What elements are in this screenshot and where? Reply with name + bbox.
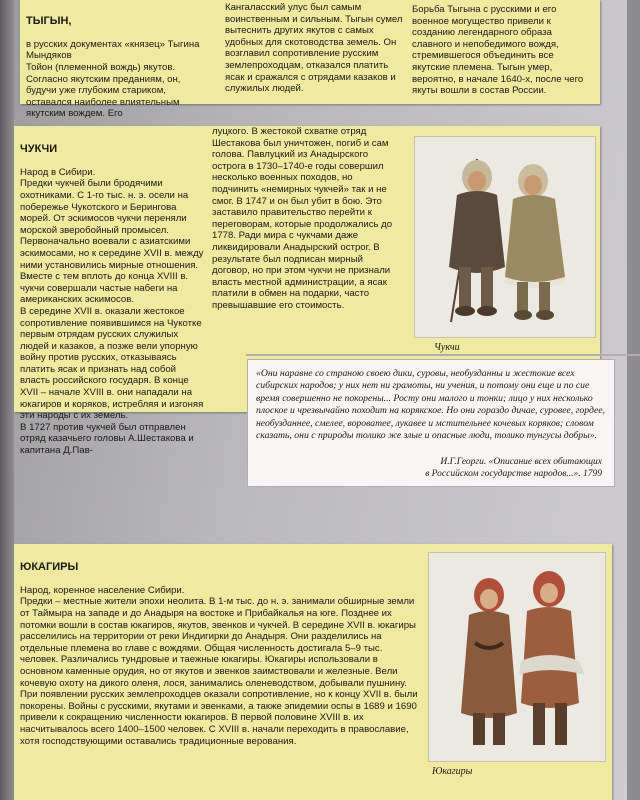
yukagiry-panel <box>14 544 612 800</box>
tygyn-title: ТЫГЫН, <box>26 14 72 27</box>
yukagiry-title: ЮКАГИРЫ <box>20 560 79 573</box>
yukagiry-caption: Юкагиры <box>432 766 473 777</box>
chukchi-caption: Чукчи <box>434 342 460 353</box>
tygyn-col2: Кангаласский улус был самым воинственным и сильным. Тыгын сумел вытеснить других якутов с самых удобных для скотоводства земель. Он возглавил сопротивление русским землепроходцам, отказался платить ясак и сражался с отрядами казаков и служилых людей. <box>225 2 403 95</box>
book-gutter <box>0 0 14 800</box>
yukagiry-text: Народ, коренное население Сибири. Предки – местные жители эпохи неолита. В 1-м тыс. до н. э. занимали обширные земли от Таймыра на западе и до Анадыря на востоке и Прибайкалья на юге. Позднее их потомки вошли в состав юкагиров, якутов, эвенков и чукчей. В середине XVII в. юкагиры расселились на территории от реки Индигирки до Анадыря. Они разделились на отдельные племена во главе с вождями. Общая численность достигала 5–9 тыс. человек. Различались тундровые и таежные юкагиры. Юкагиры использовали в основном каменные орудия, но от якутов и эвенков заимствовали и железные. Вели кочевую охоту на дикого оленя, лося, занимались оленеводством, добывали пушнину. При появлении русских землепроходцев оказали сопротивление, но к концу XVII в. были покорены. Войны с русскими, якутами и эвенками, а также эпидемии оспы в 1689 и 1690 привели к сокращению численности юкагиров. В первой половине XVIII в. их насчитывалось всего 1400–1500 человек. С XVIII в. начали переходить в православие, хотя господствующими оставались традиционные верования. <box>20 584 418 747</box>
yukagir-figures-icon <box>429 553 605 761</box>
quote-box <box>246 354 640 356</box>
chukchi-col2: луцкого. В жестокой схватке отряд Шестакова был уничтожен, погиб и сам голова. Павлуцкий из Анадырского острога в 1730–1740-е годы совершил несколько военных походов, но подчинить «немирных чукчей» так и не смог. В 1747 и он был убит в бою. Это заставило правительство перейти к переговорам, которые продолжались до 1778. Ради мира с чукчами даже ликвидировали Анадырский острог. В результате был подписан мирный договор, но при этом чукчи не признали власть местной администрации, а ясак платили в обмен на подарки, часто превышавшие его стоимость. <box>212 126 393 311</box>
chukchi-title: ЧУКЧИ <box>20 142 58 155</box>
chukchi-text-1: Народ в Сибири. Предки чукчей были бродячими охотниками. С 1-го тыс. н. э. осели на побережье Чукотского и Берингова морей. От эскимосов чукчи переняли морской зверобойный промысел. Первоначально воевали с азиатскими эскимосами, но к середине XVII в. между ними установились мирные отношения. Вместе с тем вплоть до конца XVIII в. чукчи совершали частые набеги на американских эскимосов. В середине XVII в. оказали жестокое сопротивление появившимся на Чукотке первым отрядам русских служилых людей и казаков, а позже вели упорную войну против русских, отказываясь платить ясак и признать над собой власть российского государя. В конце XVII – начале XVIII в. они нападали на юкагиров и коряков, истребляя и изгоняя эти народы с их земель. В 1727 против чукчей был отправлен отряд казачьего головы А.Шестакова и капитана Д.Пав- <box>20 166 204 457</box>
georgi-quote-box <box>247 359 615 487</box>
tygyn-col3: Борьба Тыгына с русскими и его военное могущество привели к созданию легендарного образа славного и непобедимого вождя, стремившегося объединить все якутские племена. Тыгын умер, вероятно, в начале 1640-х, после чего якуты вошли в состав России. <box>412 4 584 97</box>
tygyn-col1 <box>26 4 210 120</box>
yukagir-illustration <box>428 552 606 762</box>
chukchi-illustration <box>414 136 596 338</box>
quote-source: И.Г.Георги. «Описание всех обитающих в Российском государстве народов...». 1799 <box>425 457 602 479</box>
tygyn-text-1: в русских документах «князец» Тыгина Мындяков Тойон (племенной вождь) якутов. Согласно якутским преданиям, он, будучи уже глубоким стариком, оставался наиболее влиятельным якутским вождем. Его <box>26 38 200 120</box>
yukagiry-text-block <box>20 550 420 798</box>
tygyn-panel <box>20 0 600 120</box>
chukchi-figures-icon <box>415 137 595 337</box>
quote-text: «Они наравне со страною своею дики, суровы, необузданны и жестокие всех сибирских народов; у них нет ни грамоты, ни учения, и потому они еще и по сие время совершенно не покорены... Росту они малого и тонки; лицо у них несколько плоское и чрезвычайно походит на корякское. Но они гораздо дичае, суровее, гордее, необузданнее, смелее, вороватее, лукавее и мстительнее кочевых коряков; словом сказать, они с природы толико же злые и опасные люди, толико тунгусы добры». <box>256 368 606 442</box>
chukchi-col1 <box>20 132 206 457</box>
